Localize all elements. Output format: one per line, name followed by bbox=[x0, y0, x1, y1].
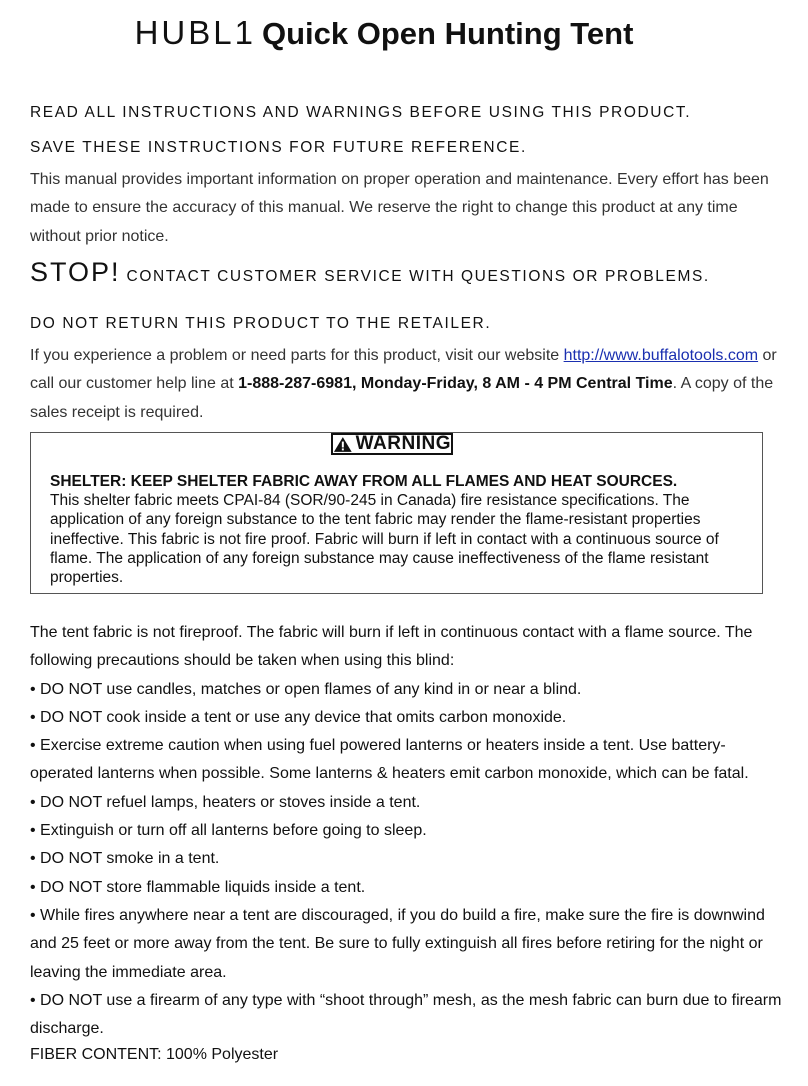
do-not-return: DO NOT RETURN THIS PRODUCT TO THE RETAILER. bbox=[30, 315, 492, 332]
list-item: • DO NOT smoke in a tent. bbox=[30, 850, 220, 868]
list-item: • While fires anywhere near a tent are discouraged, if you do build a fire, make sure the fire is downwind and 25 feet or more away from the tent. Be sure to fully extinguish all fires before retiring for the night or leaving the immediate area. bbox=[30, 906, 765, 981]
list-item: • DO NOT use candles, matches or open flames of any kind in or near a blind. bbox=[30, 680, 582, 698]
list-item: • Exercise extreme caution when using fuel powered lanterns or heaters inside a tent. Use battery-operated lanterns when possible. Some lanterns & heaters emit carbon monoxide, which can be fatal. bbox=[30, 737, 749, 783]
model-number: HUBL1 bbox=[134, 14, 256, 51]
list-item: • DO NOT store flammable liquids inside a tent. bbox=[30, 878, 366, 896]
stop-notice bbox=[30, 257, 710, 288]
warning-text: This shelter fabric meets CPAI-84 (SOR/90-245 in Canada) fire resistance specifications. The application of any foreign substance to the tent fabric may render the flame-resistant properties ineffective. This fabric is not fire proof. Fabric will burn if left in contact with a continuous source of flame. The application of any foreign substance may cause ineffectiveness of the flame resistant properties. bbox=[50, 492, 719, 587]
read-all-instructions: READ ALL INSTRUCTIONS AND WARNINGS BEFORE USING THIS PRODUCT. bbox=[30, 104, 692, 121]
warning-badge bbox=[331, 433, 453, 455]
product-name: Quick Open Hunting Tent bbox=[261, 16, 634, 51]
intro-paragraph: This manual provides important information on proper operation and maintenance. Every effort has been made to ensure the accuracy of this manual. We reserve the right to change this product at any time without prior notice. bbox=[30, 171, 769, 245]
page-title bbox=[0, 14, 768, 52]
contact-paragraph bbox=[30, 342, 785, 427]
list-item: • DO NOT cook inside a tent or use any device that omits carbon monoxide. bbox=[30, 708, 567, 726]
save-instructions: SAVE THESE INSTRUCTIONS FOR FUTURE REFERENCE. bbox=[30, 139, 527, 156]
list-item: • DO NOT use a firearm of any type with “shoot through” mesh, as the mesh fabric can burn due to firearm discharge. bbox=[30, 991, 782, 1038]
contact-pre: If you experience a problem or need parts for this product, visit our website bbox=[30, 347, 564, 364]
website-link[interactable]: http://www.buffalotools.com bbox=[563, 347, 759, 364]
list-item: • DO NOT refuel lamps, heaters or stoves inside a tent. bbox=[30, 793, 421, 811]
warning-heading: SHELTER: KEEP SHELTER FABRIC AWAY FROM ALL FLAMES AND HEAT SOURCES. bbox=[50, 473, 678, 490]
list-item: • Extinguish or turn off all lanterns before going to sleep. bbox=[30, 822, 427, 840]
warning-triangle-icon bbox=[333, 436, 353, 453]
stop-text: CONTACT CUSTOMER SERVICE WITH QUESTIONS OR PROBLEMS. bbox=[126, 268, 710, 285]
warning-box bbox=[30, 432, 763, 594]
precautions-section bbox=[30, 619, 785, 1043]
help-line: 1-888-287-6981, Monday-Friday, 8 AM - 4 PM Central Time bbox=[238, 375, 673, 393]
warning-badge-label: WARNING bbox=[355, 433, 451, 454]
contact-mid: or call our customer help line at bbox=[30, 347, 777, 393]
stop-word: STOP! bbox=[30, 257, 121, 287]
precautions-intro: The tent fabric is not fireproof. The fabric will burn if left in continuous contact with a flame source. The following precautions should be taken when using this blind: bbox=[30, 624, 753, 670]
contact-post: . A copy of the sales receipt is required. bbox=[30, 375, 774, 421]
fiber-content: FIBER CONTENT: 100% Polyester bbox=[30, 1046, 279, 1063]
